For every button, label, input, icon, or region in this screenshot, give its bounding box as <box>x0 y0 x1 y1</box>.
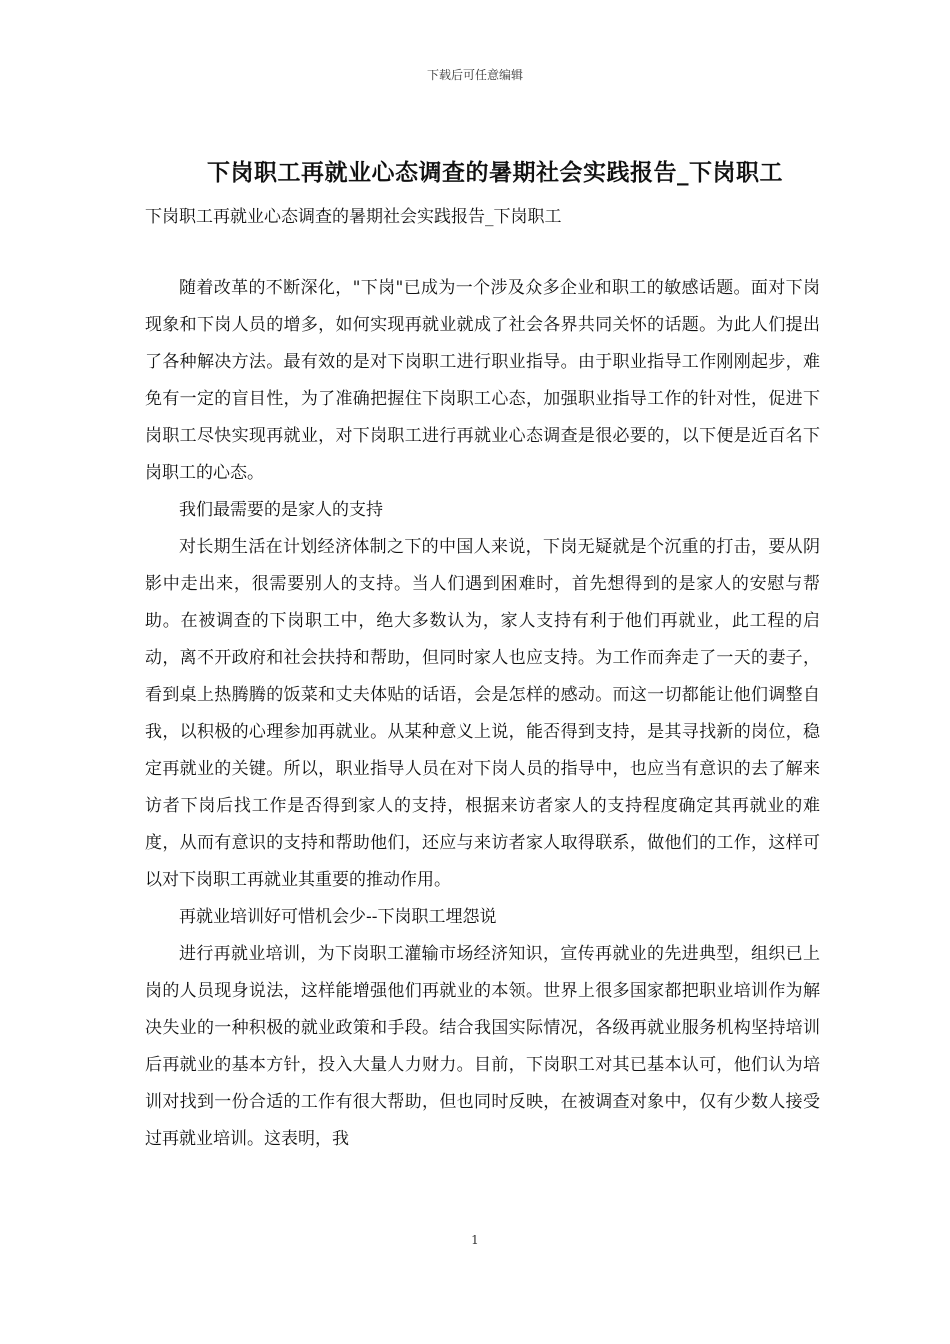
document-subtitle: 下岗职工再就业心态调查的暑期社会实践报告_下岗职工 <box>145 207 562 227</box>
paragraph-intro: 随着改革的不断深化，"下岗"已成为一个涉及众多企业和职工的敏感话题。面对下岗现象和下岗人员的增多，如何实现再就业就成了社会各界共同关怀的话题。为此人们提出了各种解决方法。最有效的是对下岗职工进行职业指导。由于职业指导工作刚刚起步，难免有一定的盲目性，为了准确把握住下岗职工心态，加强职业指导工作的针对性，促进下岗职工尽快实现再就业，对下岗职工进行再就业心态调查是很必要的，以下便是近百名下岗职工的心态。 <box>145 278 820 483</box>
page-header: 下载后可任意编辑 <box>426 68 523 82</box>
page-number: 1 <box>471 1233 479 1247</box>
section-heading-family-support: 我们最需要的是家人的支持 <box>179 500 383 520</box>
document-body <box>145 270 820 1158</box>
document-title: 下岗职工再就业心态调查的暑期社会实践报告_下岗职工 <box>207 159 783 186</box>
paragraph-family-support: 对长期生活在计划经济体制之下的中国人来说，下岗无疑就是个沉重的打击，要从阴影中走出来，很需要别人的支持。当人们遇到困难时，首先想得到的是家人的安慰与帮助。在被调查的下岗职工中，绝大多数认为，家人支持有利于他们再就业，此工程的启动，离不开政府和社会扶持和帮助，但同时家人也应支持。为工作而奔走了一天的妻子，看到桌上热腾腾的饭菜和丈夫体贴的话语，会是怎样的感动。而这一切都能让他们调整自我，以积极的心理参加再就业。从某种意义上说，能否得到支持，是其寻找新的岗位，稳定再就业的关键。所以，职业指导人员在对下岗人员的指导中，也应当有意识的去了解来访者下岗后找工作是否得到家人的支持，根据来访者家人的支持程度确定其再就业的难度，从而有意识的支持和帮助他们，还应与来访者家人取得联系，做他们的工作，这样可以对下岗职工再就业其重要的推动作用。 <box>145 537 820 890</box>
paragraph-training: 进行再就业培训，为下岗职工灌输市场经济知识，宣传再就业的先进典型，组织已上岗的人员现身说法，这样能增强他们再就业的本领。世界上很多国家都把职业培训作为解决失业的一种积极的就业政策和手段。结合我国实际情况，各级再就业服务机构坚持培训后再就业的基本方针，投入大量人力财力。目前，下岗职工对其已基本认可，他们认为培训对找到一份合适的工作有很大帮助，但也同时反映，在被调查对象中，仅有少数人接受过再就业培训。这表明，我 <box>145 944 820 1149</box>
section-heading-training: 再就业培训好可惜机会少--下岗职工埋怨说 <box>179 907 497 927</box>
